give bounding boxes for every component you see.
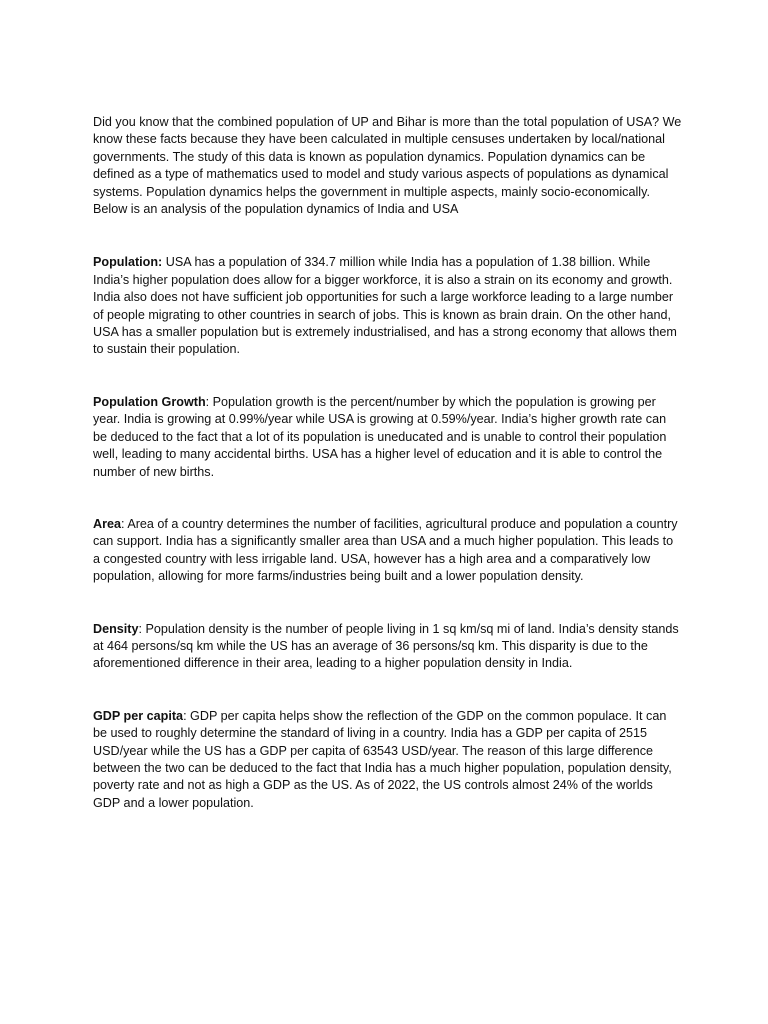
section-body: USA has a population of 334.7 million while India has a population of 1.38 billion. While India’s higher population does allow for a bigger workforce, it is also a strain on its economy and growth. India also does not have sufficient job opportunities for such a large workforce leading to a large number of people migrating to other countries in search of jobs. This is known as brain drain. On the other hand, USA has a smaller population but is extremely industrialised, and has a strong economy that allows them to sustain their population. — [93, 255, 677, 357]
section-density — [93, 621, 683, 673]
document-page — [93, 114, 683, 847]
section-body: : Population growth is the percent/number by which the population is growing per year. India is growing at 0.99%/year while USA is growing at 0.59%/year. India’s higher growth rate can be deduced to the fact that a lot of its population is uneducated and is unable to control their population well, leading to many accidental births. USA has a higher level of education and it is able to control the number of new births. — [93, 394, 667, 479]
section-heading: Density — [93, 621, 139, 636]
section-heading: Area — [93, 516, 122, 531]
section-population — [93, 254, 683, 358]
section-heading: Population: — [93, 255, 163, 270]
section-heading: Population Growth — [93, 394, 206, 409]
section-area — [93, 516, 683, 586]
section-gdp-per-capita — [93, 708, 683, 812]
section-body: : GDP per capita helps show the reflection of the GDP on the common populace. It can be used to roughly determine the standard of living in a country. India has a GDP per capita of 2515 USD/year while the US has a GDP per capita of 63543 USD/year. The reason of this large difference between the two can be deduced to the fact that India has a much higher population, population density, poverty rate and not as high a GDP as the US. As of 2022, the US controls almost 24% of the worlds GDP and a lower population. — [93, 708, 672, 810]
section-population-growth — [93, 394, 683, 481]
section-body: : Population density is the number of people living in 1 sq km/sq mi of land. India’s density stands at 464 persons/sq km while the US has an average of 36 persons/sq km. This disparity is due to the aforementioned difference in their area, leading to a higher population density in India. — [93, 621, 679, 671]
section-body: : Area of a country determines the number of facilities, agricultural produce and population a country can support. India has a significantly smaller area than USA and a much higher population. This leads to a congested country with less irrigable land. USA, however has a high area and a comparatively low population, allowing for more farms/industries being built and a lower population density. — [93, 516, 678, 584]
intro-paragraph: Did you know that the combined population of UP and Bihar is more than the total population of USA? We know these facts because they have been calculated in multiple censuses undertaken by local/national governments. The study of this data is known as population dynamics. Population dynamics can be defined as a type of mathematics used to model and study various aspects of populations as dynamical systems. Population dynamics helps the government in multiple aspects, mainly socio-economically. Below is an analysis of the population dynamics of India and USA — [93, 115, 682, 217]
section-heading: GDP per capita — [93, 708, 184, 723]
